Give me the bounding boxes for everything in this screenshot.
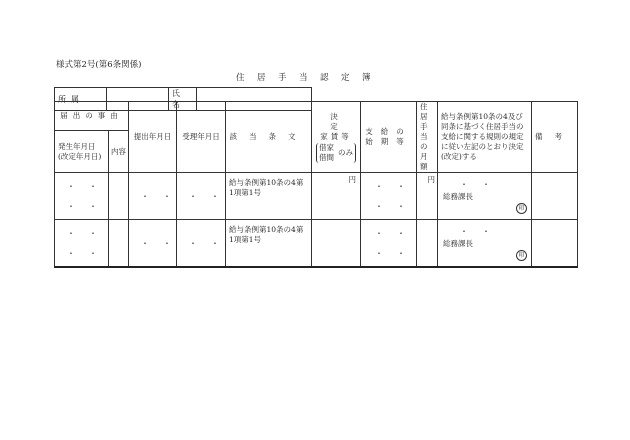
decided-rent-header [312,102,361,173]
date-marks: ・・ [67,229,111,238]
decided-rent-cell[interactable] [312,173,361,220]
content-header: 内容 [109,131,129,173]
seal-icon: 印 [516,203,527,214]
remarks-header: 備考 [532,102,578,173]
payment-start-cell[interactable] [361,173,417,220]
applicable-article-cell[interactable] [226,173,312,220]
decided-rent-top: 決定 [330,111,352,131]
allowance-unit: 円 [427,175,435,184]
notification-reason-header: 届出の事由 [55,102,129,131]
article-line-1: 給与条例第10条の4第 [229,225,304,234]
form-title: 住居手当認定簿 [236,73,384,83]
receipt-date-cell[interactable] [177,220,233,268]
approval-cell[interactable] [438,173,532,220]
start-marks: ・・ [375,249,419,258]
form-number: 様式第2号(第6条関係) [56,60,142,70]
start-marks: ・・ [375,229,419,238]
table-row [55,173,578,220]
rental-bracket [316,143,356,163]
applicable-article-header: 該当条文 [226,102,312,173]
date-marks: ・・ [67,249,111,258]
applicable-article-cell[interactable] [226,220,312,268]
name-label: 氏名 [169,88,197,111]
article-line-2: 1項第1号 [229,188,262,197]
occurrence-date-header: 発生年月日(改定年月日) [55,131,109,173]
rent-unit: 円 [348,175,356,184]
approval-marks: ・・ [460,180,504,189]
receipt-marks: ・・ [189,192,233,201]
affiliation-label: 所属 [55,88,107,111]
monthly-allowance-cell[interactable] [417,173,438,220]
remarks-cell[interactable] [532,220,578,268]
receipt-date-cell[interactable] [177,173,233,220]
rental-room-label: 借間 [319,152,334,162]
general-affairs-chief: 総務課長 [443,239,473,248]
table-row [55,220,578,268]
start-marks: ・・ [375,202,419,211]
approval-text-header: 給与条例第10条の4及び同条に基づく住居手当の支給に関する規則の規定に従い左記のとおり決定(改定)する [438,102,532,173]
rental-house-label: 借家 [319,142,334,152]
approval-marks: ・・ [460,227,504,236]
receipt-date-header: 受理年月日 [177,102,226,173]
submission-date-cell[interactable] [129,220,185,268]
decided-rent-cell[interactable] [312,220,361,268]
content-cell[interactable] [109,173,129,220]
general-affairs-chief: 総務課長 [443,192,473,201]
certification-register-table [54,101,578,268]
payment-start-line1: 支給の [365,127,412,136]
date-marks: ・・ [67,202,111,211]
submission-date-cell[interactable] [129,173,185,220]
payment-start-line2: 始期等 [365,137,412,146]
monthly-allowance-header: 住居手当の月額 [417,102,438,173]
only-label: のみ [338,147,353,157]
article-line-2: 1項第1号 [229,235,262,244]
seal-icon: 印 [516,250,527,261]
approval-cell[interactable] [438,220,532,268]
receipt-marks: ・・ [189,239,233,248]
payment-start-header [361,102,417,173]
article-text [229,225,303,245]
date-marks: ・・ [67,182,111,191]
occurrence-date-cell[interactable] [55,173,109,220]
article-line-1: 給与条例第10条の4第 [229,178,304,187]
remarks-cell[interactable] [532,173,578,220]
decided-rent-mid: 家賃等 [320,131,352,141]
submission-date-header: 提出年月日 [129,102,177,173]
article-text [229,178,303,198]
start-marks: ・・ [375,182,419,191]
monthly-allowance-cell[interactable] [417,220,438,268]
submission-marks: ・・ [141,192,185,201]
content-cell[interactable] [109,220,129,268]
payment-start-cell[interactable] [361,220,417,268]
submission-marks: ・・ [141,239,185,248]
occurrence-date-cell[interactable] [55,220,109,268]
